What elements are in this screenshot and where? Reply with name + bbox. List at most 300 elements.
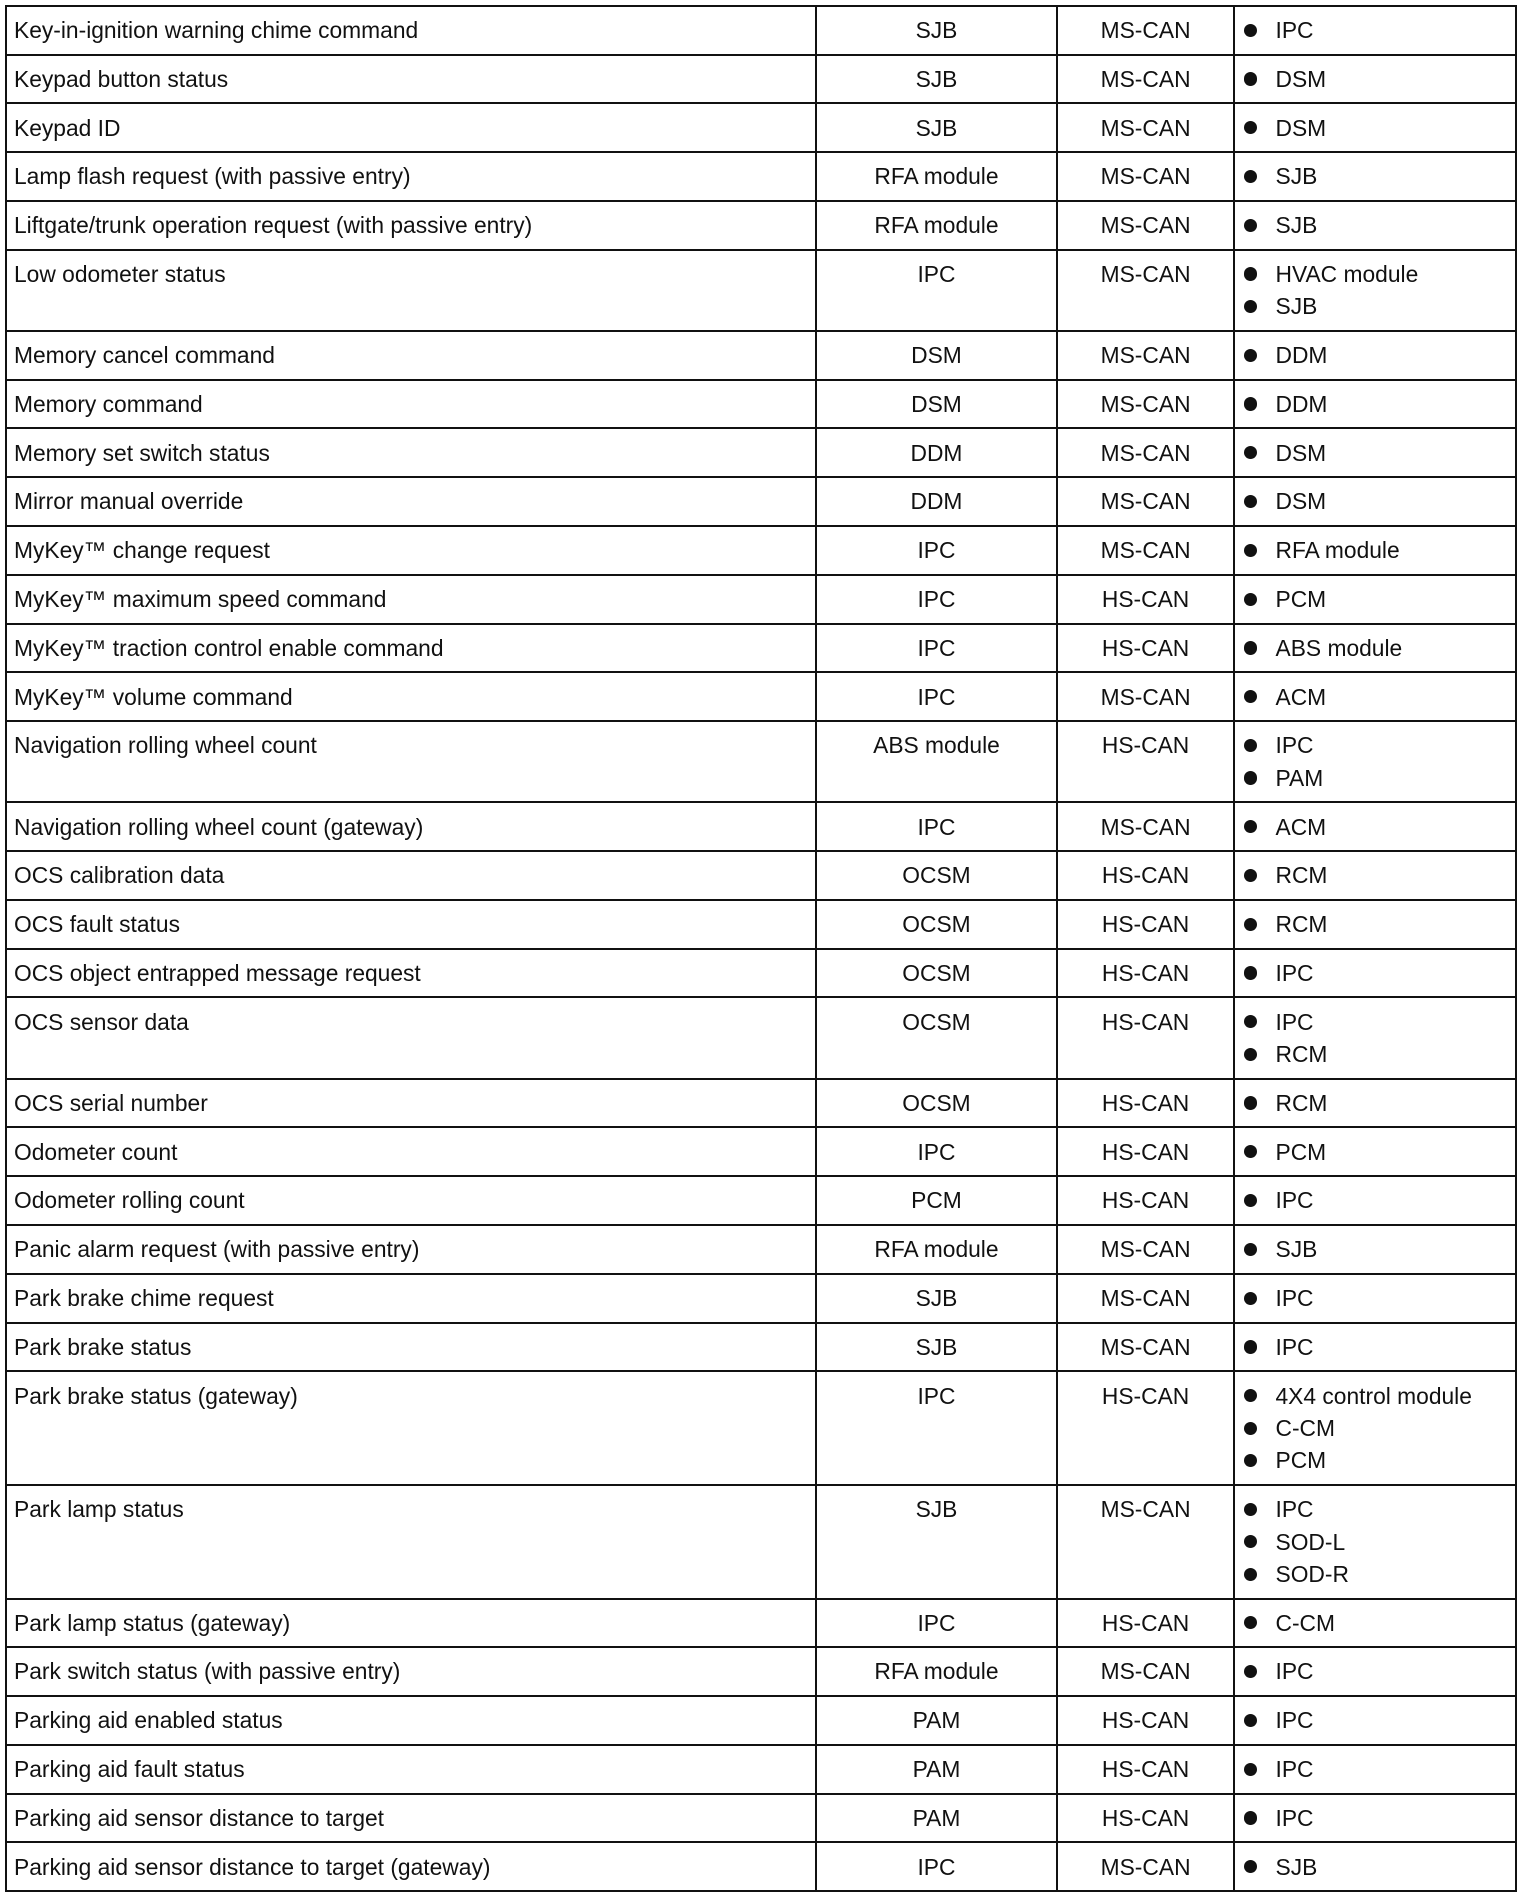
receiver-item <box>1242 1412 1508 1444</box>
receiver-label: PCM <box>1275 1138 1327 1165</box>
receiving-modules-list <box>1242 1607 1508 1639</box>
message-description-cell: Park brake status <box>6 1323 816 1372</box>
receiving-modules-list <box>1242 160 1508 192</box>
bullet-icon <box>1244 641 1257 654</box>
bullet-icon <box>1244 1389 1257 1402</box>
receiver-item <box>1242 63 1508 95</box>
receiving-modules-cell <box>1234 201 1516 250</box>
receiving-modules-list <box>1242 1136 1508 1168</box>
originating-module-cell: SJB <box>816 55 1058 104</box>
message-description-cell: Parking aid sensor distance to target (gateway) <box>6 1842 816 1891</box>
originating-module-cell: DDM <box>816 428 1058 477</box>
receiving-modules-cell <box>1234 900 1516 949</box>
receiving-modules-cell <box>1234 997 1516 1078</box>
originating-module-cell: IPC <box>816 1599 1058 1648</box>
receiving-modules-list <box>1242 908 1508 940</box>
bullet-icon <box>1244 219 1257 232</box>
network-cell: HS-CAN <box>1057 1079 1233 1128</box>
originating-module-cell: DDM <box>816 477 1058 526</box>
message-description-cell: Park switch status (with passive entry) <box>6 1647 816 1696</box>
message-description-cell: MyKey™ volume command <box>6 672 816 721</box>
originating-module-cell: PAM <box>816 1696 1058 1745</box>
receiver-item <box>1242 258 1508 290</box>
receiving-modules-list <box>1242 1233 1508 1265</box>
message-description-cell: Memory set switch status <box>6 428 816 477</box>
originating-module-cell: SJB <box>816 6 1058 55</box>
bullet-icon <box>1244 1860 1257 1873</box>
receiving-modules-list <box>1242 1493 1508 1590</box>
bullet-icon <box>1244 300 1257 313</box>
receiving-modules-list <box>1242 1184 1508 1216</box>
receiving-modules-list <box>1242 14 1508 46</box>
message-description-cell: Park lamp status <box>6 1485 816 1599</box>
network-cell: HS-CAN <box>1057 997 1233 1078</box>
table-row <box>6 949 1516 998</box>
receiving-modules-cell <box>1234 428 1516 477</box>
message-description-cell: OCS serial number <box>6 1079 816 1128</box>
bullet-icon <box>1244 771 1257 784</box>
receiver-label: C-CM <box>1275 1609 1336 1636</box>
receiving-modules-list <box>1242 1006 1508 1071</box>
receiving-modules-cell <box>1234 851 1516 900</box>
receiver-label: IPC <box>1275 1284 1314 1311</box>
receiving-modules-cell <box>1234 1079 1516 1128</box>
receiving-modules-list <box>1242 1655 1508 1687</box>
receiver-item <box>1242 957 1508 989</box>
bullet-icon <box>1244 1145 1257 1158</box>
network-cell: MS-CAN <box>1057 380 1233 429</box>
bullet-icon <box>1244 690 1257 703</box>
network-cell: MS-CAN <box>1057 152 1233 201</box>
receiving-modules-list <box>1242 1753 1508 1785</box>
receiver-item <box>1242 1136 1508 1168</box>
receiver-item <box>1242 762 1508 794</box>
message-description-cell: Odometer count <box>6 1127 816 1176</box>
receiver-label: IPC <box>1275 1707 1314 1734</box>
receiver-label: PCM <box>1275 585 1327 612</box>
message-description-cell: MyKey™ maximum speed command <box>6 575 816 624</box>
receiving-modules-cell <box>1234 6 1516 55</box>
receiver-item <box>1242 859 1508 891</box>
receiver-item <box>1242 908 1508 940</box>
originating-module-cell: IPC <box>816 624 1058 673</box>
table-row <box>6 802 1516 851</box>
message-description-cell: MyKey™ change request <box>6 526 816 575</box>
receiver-label: IPC <box>1275 1658 1314 1685</box>
receiver-label: 4X4 control module <box>1275 1382 1472 1409</box>
receiver-item <box>1242 681 1508 713</box>
network-cell: HS-CAN <box>1057 1794 1233 1843</box>
network-cell: MS-CAN <box>1057 1274 1233 1323</box>
receiver-item <box>1242 632 1508 664</box>
originating-module-cell: RFA module <box>816 201 1058 250</box>
bullet-icon <box>1244 1048 1257 1061</box>
receiver-label: IPC <box>1275 1008 1314 1035</box>
bullet-icon <box>1244 1243 1257 1256</box>
bullet-icon <box>1244 1503 1257 1516</box>
network-cell: MS-CAN <box>1057 103 1233 152</box>
receiver-label: DDM <box>1275 390 1328 417</box>
receiver-item <box>1242 1851 1508 1883</box>
receiving-modules-cell <box>1234 1485 1516 1599</box>
receiver-item <box>1242 534 1508 566</box>
table-row <box>6 1745 1516 1794</box>
receiver-item <box>1242 1655 1508 1687</box>
table-row <box>6 250 1516 331</box>
receiver-item <box>1242 1038 1508 1070</box>
table-row <box>6 1225 1516 1274</box>
receiving-modules-list <box>1242 209 1508 241</box>
originating-module-cell: DSM <box>816 380 1058 429</box>
receiving-modules-cell <box>1234 624 1516 673</box>
receiving-modules-list <box>1242 1331 1508 1363</box>
bullet-icon <box>1244 1616 1257 1629</box>
receiving-modules-cell <box>1234 721 1516 802</box>
network-cell: MS-CAN <box>1057 1225 1233 1274</box>
bullet-icon <box>1244 1292 1257 1305</box>
network-cell: MS-CAN <box>1057 477 1233 526</box>
receiver-item <box>1242 290 1508 322</box>
bullet-icon <box>1244 966 1257 979</box>
originating-module-cell: IPC <box>816 250 1058 331</box>
bullet-icon <box>1244 739 1257 752</box>
table-row <box>6 721 1516 802</box>
table-row <box>6 380 1516 429</box>
receiver-label: IPC <box>1275 1187 1314 1214</box>
receiver-label: RCM <box>1275 1041 1328 1068</box>
receiver-label: SOD-L <box>1275 1528 1346 1555</box>
bullet-icon <box>1244 1194 1257 1207</box>
receiving-modules-cell <box>1234 1225 1516 1274</box>
receiver-label: SJB <box>1275 293 1318 320</box>
receiving-modules-cell <box>1234 55 1516 104</box>
receiving-modules-cell <box>1234 672 1516 721</box>
receiver-item <box>1242 1607 1508 1639</box>
receiver-item <box>1242 160 1508 192</box>
message-description-cell: Key-in-ignition warning chime command <box>6 6 816 55</box>
network-cell: HS-CAN <box>1057 721 1233 802</box>
receiving-modules-list <box>1242 583 1508 615</box>
receiving-modules-list <box>1242 729 1508 794</box>
receiver-label: IPC <box>1275 1333 1314 1360</box>
bullet-icon <box>1244 1340 1257 1353</box>
message-description-cell: Navigation rolling wheel count (gateway) <box>6 802 816 851</box>
receiver-label: DSM <box>1275 65 1327 92</box>
receiver-label: SJB <box>1275 212 1318 239</box>
table-row <box>6 428 1516 477</box>
originating-module-cell: SJB <box>816 1323 1058 1372</box>
receiving-modules-cell <box>1234 1274 1516 1323</box>
network-cell: MS-CAN <box>1057 526 1233 575</box>
bullet-icon <box>1244 1665 1257 1678</box>
table-body <box>6 6 1516 1891</box>
originating-module-cell: DSM <box>816 331 1058 380</box>
receiving-modules-list <box>1242 632 1508 664</box>
receiver-item <box>1242 811 1508 843</box>
message-description-cell: Park brake status (gateway) <box>6 1371 816 1485</box>
originating-module-cell: PAM <box>816 1794 1058 1843</box>
receiving-modules-list <box>1242 339 1508 371</box>
bullet-icon <box>1244 820 1257 833</box>
message-description-cell: Panic alarm request (with passive entry) <box>6 1225 816 1274</box>
originating-module-cell: IPC <box>816 575 1058 624</box>
network-cell: HS-CAN <box>1057 900 1233 949</box>
table-row <box>6 1794 1516 1843</box>
message-description-cell: Park brake chime request <box>6 1274 816 1323</box>
receiver-label: PAM <box>1275 764 1324 791</box>
message-description-cell: Mirror manual override <box>6 477 816 526</box>
message-description-cell: Park lamp status (gateway) <box>6 1599 816 1648</box>
bullet-icon <box>1244 1096 1257 1109</box>
network-cell: HS-CAN <box>1057 1127 1233 1176</box>
table-row <box>6 201 1516 250</box>
receiver-item <box>1242 1233 1508 1265</box>
receiving-modules-list <box>1242 112 1508 144</box>
network-cell: HS-CAN <box>1057 1745 1233 1794</box>
receiver-label: RCM <box>1275 911 1328 938</box>
receiver-item <box>1242 1006 1508 1038</box>
receiving-modules-list <box>1242 1282 1508 1314</box>
table-row <box>6 1274 1516 1323</box>
network-cell: MS-CAN <box>1057 1485 1233 1599</box>
originating-module-cell: RFA module <box>816 1225 1058 1274</box>
receiving-modules-cell <box>1234 250 1516 331</box>
receiving-modules-list <box>1242 437 1508 469</box>
receiver-item <box>1242 1087 1508 1119</box>
network-cell: MS-CAN <box>1057 201 1233 250</box>
originating-module-cell: RFA module <box>816 152 1058 201</box>
originating-module-cell: IPC <box>816 1842 1058 1891</box>
table-row <box>6 1485 1516 1599</box>
originating-module-cell: SJB <box>816 103 1058 152</box>
message-description-cell: Odometer rolling count <box>6 1176 816 1225</box>
receiving-modules-list <box>1242 1380 1508 1477</box>
network-cell: HS-CAN <box>1057 575 1233 624</box>
receiving-modules-list <box>1242 1087 1508 1119</box>
receiving-modules-cell <box>1234 1745 1516 1794</box>
message-description-cell: Lamp flash request (with passive entry) <box>6 152 816 201</box>
table-row <box>6 672 1516 721</box>
receiving-modules-list <box>1242 534 1508 566</box>
receiving-modules-list <box>1242 811 1508 843</box>
receiver-item <box>1242 1558 1508 1590</box>
receiving-modules-cell <box>1234 103 1516 152</box>
table-row <box>6 6 1516 55</box>
receiver-label: PCM <box>1275 1447 1327 1474</box>
bullet-icon <box>1244 72 1257 85</box>
table-row <box>6 851 1516 900</box>
table-row <box>6 55 1516 104</box>
originating-module-cell: OCSM <box>816 851 1058 900</box>
receiver-item <box>1242 1444 1508 1476</box>
receiving-modules-cell <box>1234 1599 1516 1648</box>
message-description-cell: Parking aid fault status <box>6 1745 816 1794</box>
table-row <box>6 103 1516 152</box>
network-cell: MS-CAN <box>1057 1842 1233 1891</box>
receiver-item <box>1242 339 1508 371</box>
receiver-label: DSM <box>1275 488 1327 515</box>
receiver-label: SOD-R <box>1275 1560 1349 1587</box>
network-cell: MS-CAN <box>1057 428 1233 477</box>
network-cell: MS-CAN <box>1057 55 1233 104</box>
receiver-item <box>1242 437 1508 469</box>
receiver-item <box>1242 209 1508 241</box>
message-description-cell: OCS sensor data <box>6 997 816 1078</box>
originating-module-cell: OCSM <box>816 997 1058 1078</box>
table-row <box>6 1176 1516 1225</box>
originating-module-cell: IPC <box>816 526 1058 575</box>
receiver-label: ABS module <box>1275 634 1403 661</box>
originating-module-cell: RFA module <box>816 1647 1058 1696</box>
receiver-label: C-CM <box>1275 1414 1336 1441</box>
receiving-modules-cell <box>1234 1371 1516 1485</box>
table-row <box>6 1599 1516 1648</box>
receiver-item <box>1242 1493 1508 1525</box>
bullet-icon <box>1244 170 1257 183</box>
network-cell: MS-CAN <box>1057 6 1233 55</box>
network-cell: MS-CAN <box>1057 1323 1233 1372</box>
table-row <box>6 477 1516 526</box>
receiver-label: IPC <box>1275 732 1314 759</box>
receiver-item <box>1242 583 1508 615</box>
receiver-item <box>1242 388 1508 420</box>
receiving-modules-cell <box>1234 1647 1516 1696</box>
receiver-label: DSM <box>1275 114 1327 141</box>
receiver-label: DSM <box>1275 439 1327 466</box>
bullet-icon <box>1244 593 1257 606</box>
table-row <box>6 900 1516 949</box>
receiver-item <box>1242 1802 1508 1834</box>
network-cell: MS-CAN <box>1057 802 1233 851</box>
bullet-icon <box>1244 1811 1257 1824</box>
table-row <box>6 1127 1516 1176</box>
table-row <box>6 624 1516 673</box>
originating-module-cell: SJB <box>816 1274 1058 1323</box>
originating-module-cell: IPC <box>816 1371 1058 1485</box>
receiving-modules-cell <box>1234 949 1516 998</box>
bullet-icon <box>1244 495 1257 508</box>
table-row <box>6 1371 1516 1485</box>
receiving-modules-cell <box>1234 802 1516 851</box>
table-row <box>6 152 1516 201</box>
receiving-modules-cell <box>1234 1794 1516 1843</box>
receiver-label: IPC <box>1275 959 1314 986</box>
receiving-modules-cell <box>1234 331 1516 380</box>
bullet-icon <box>1244 1763 1257 1776</box>
bullet-icon <box>1244 446 1257 459</box>
bullet-icon <box>1244 918 1257 931</box>
network-cell: MS-CAN <box>1057 672 1233 721</box>
receiver-label: HVAC module <box>1275 260 1419 287</box>
receiving-modules-list <box>1242 957 1508 989</box>
table-row <box>6 331 1516 380</box>
receiver-label: DDM <box>1275 342 1328 369</box>
receiver-label: IPC <box>1275 1756 1314 1783</box>
table-row <box>6 1079 1516 1128</box>
receiving-modules-list <box>1242 388 1508 420</box>
receiver-item <box>1242 1184 1508 1216</box>
message-description-cell: Liftgate/trunk operation request (with passive entry) <box>6 201 816 250</box>
bullet-icon <box>1244 544 1257 557</box>
receiver-label: ACM <box>1275 813 1327 840</box>
bullet-icon <box>1244 1535 1257 1548</box>
originating-module-cell: IPC <box>816 1127 1058 1176</box>
message-description-cell: OCS fault status <box>6 900 816 949</box>
message-description-cell: Memory cancel command <box>6 331 816 380</box>
bullet-icon <box>1244 121 1257 134</box>
receiver-item <box>1242 14 1508 46</box>
message-description-cell: Memory command <box>6 380 816 429</box>
originating-module-cell: PAM <box>816 1745 1058 1794</box>
bullet-icon <box>1244 1422 1257 1435</box>
message-description-cell: Parking aid sensor distance to target <box>6 1794 816 1843</box>
network-cell: MS-CAN <box>1057 250 1233 331</box>
receiver-label: IPC <box>1275 1496 1314 1523</box>
network-cell: HS-CAN <box>1057 1176 1233 1225</box>
receiving-modules-cell <box>1234 575 1516 624</box>
network-cell: HS-CAN <box>1057 851 1233 900</box>
message-description-cell: MyKey™ traction control enable command <box>6 624 816 673</box>
bullet-icon <box>1244 267 1257 280</box>
receiving-modules-list <box>1242 681 1508 713</box>
receiving-modules-list <box>1242 859 1508 891</box>
receiver-item <box>1242 1753 1508 1785</box>
network-cell: HS-CAN <box>1057 624 1233 673</box>
bullet-icon <box>1244 869 1257 882</box>
receiver-label: SJB <box>1275 163 1318 190</box>
network-cell: MS-CAN <box>1057 331 1233 380</box>
receiver-item <box>1242 1331 1508 1363</box>
table-row <box>6 526 1516 575</box>
message-description-cell: Navigation rolling wheel count <box>6 721 816 802</box>
table-row <box>6 1842 1516 1891</box>
receiving-modules-cell <box>1234 1176 1516 1225</box>
receiving-modules-cell <box>1234 1323 1516 1372</box>
receiver-item <box>1242 1526 1508 1558</box>
message-description-cell: Parking aid enabled status <box>6 1696 816 1745</box>
originating-module-cell: ABS module <box>816 721 1058 802</box>
receiver-label: RFA module <box>1275 537 1400 564</box>
bullet-icon <box>1244 397 1257 410</box>
receiving-modules-cell <box>1234 152 1516 201</box>
network-cell: MS-CAN <box>1057 1647 1233 1696</box>
bullet-icon <box>1244 349 1257 362</box>
message-description-cell: Low odometer status <box>6 250 816 331</box>
network-cell: HS-CAN <box>1057 949 1233 998</box>
originating-module-cell: OCSM <box>816 900 1058 949</box>
receiver-label: RCM <box>1275 862 1328 889</box>
receiver-label: IPC <box>1275 1804 1314 1831</box>
receiving-modules-list <box>1242 258 1508 323</box>
receiver-item <box>1242 112 1508 144</box>
table-row <box>6 1647 1516 1696</box>
network-cell: HS-CAN <box>1057 1371 1233 1485</box>
message-description-cell: OCS calibration data <box>6 851 816 900</box>
receiving-modules-cell <box>1234 477 1516 526</box>
bullet-icon <box>1244 1454 1257 1467</box>
receiving-modules-list <box>1242 1802 1508 1834</box>
receiving-modules-list <box>1242 1851 1508 1883</box>
receiver-label: IPC <box>1275 16 1314 43</box>
network-cell: HS-CAN <box>1057 1599 1233 1648</box>
receiving-modules-list <box>1242 485 1508 517</box>
table-row <box>6 575 1516 624</box>
message-description-cell: Keypad ID <box>6 103 816 152</box>
receiver-label: RCM <box>1275 1089 1328 1116</box>
originating-module-cell: PCM <box>816 1176 1058 1225</box>
network-cell: HS-CAN <box>1057 1696 1233 1745</box>
receiver-label: SJB <box>1275 1236 1318 1263</box>
